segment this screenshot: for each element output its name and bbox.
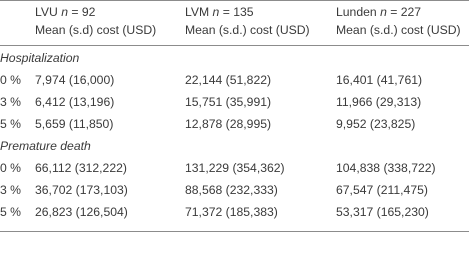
table-bottom-rule	[0, 231, 469, 232]
lvm-cost: 88,568 (232,333)	[185, 183, 278, 197]
header-group: LVM	[185, 5, 210, 19]
header-subtitle: Mean (s.d) cost (USD)	[35, 23, 157, 37]
lvm-cost: 15,751 (35,991)	[185, 95, 272, 109]
discount-rate: 0 %	[0, 73, 22, 87]
lvm-cost: 12,878 (28,995)	[185, 117, 272, 131]
lunden-cost: 16,401 (41,761)	[336, 73, 423, 87]
header-bottom-rule	[0, 45, 469, 46]
header-column-lvm	[185, 3, 310, 39]
lvu-cost: 36,702 (173,103)	[35, 183, 128, 197]
lvu-cost: 66,112 (312,222)	[35, 161, 127, 175]
lunden-cost: 9,952 (23,825)	[336, 117, 416, 131]
header-group-line: LVU n = 92	[35, 5, 96, 19]
header-subtitle: Mean (s.d.) cost (USD)	[336, 23, 461, 37]
header-column-lunden	[336, 3, 461, 39]
header-n-label: n	[61, 5, 68, 19]
table-row	[0, 69, 469, 91]
table-row	[0, 91, 469, 113]
discount-rate: 3 %	[0, 183, 22, 197]
discount-rate: 3 %	[0, 95, 22, 109]
discount-rate: 0 %	[0, 161, 22, 175]
lvu-cost: 6,412 (13,196)	[35, 95, 115, 109]
lunden-cost: 53,317 (165,230)	[336, 205, 429, 219]
header-group-line: Lunden n = 227	[336, 5, 422, 19]
header-group: LVU	[35, 5, 58, 19]
lvu-cost: 26,823 (126,504)	[35, 205, 128, 219]
lvm-cost: 71,372 (185,383)	[185, 205, 278, 219]
lvm-cost: 22,144 (51,822)	[185, 73, 272, 87]
header-n-value: 135	[233, 5, 254, 19]
section-heading-row	[0, 135, 469, 157]
lvu-cost: 7,974 (16,000)	[35, 73, 115, 87]
lvm-cost: 131,229 (354,362)	[185, 161, 285, 175]
table-top-rule	[0, 0, 469, 1]
header-n-value: 92	[81, 5, 96, 19]
header-column-lvu	[35, 3, 156, 39]
header-group: Lunden	[336, 5, 377, 19]
table-row	[0, 157, 469, 179]
lunden-cost: 67,547 (211,475)	[336, 183, 428, 197]
table-row	[0, 201, 469, 223]
lunden-cost: 11,966 (29,313)	[336, 95, 422, 109]
table-row	[0, 113, 469, 135]
header-n-label: n	[212, 5, 220, 19]
header-n-value: 227	[400, 5, 422, 19]
section-title: Premature death	[0, 139, 91, 153]
header-n-label: n	[380, 5, 387, 19]
table-row	[0, 179, 469, 201]
header-group-line: LVM n = 135	[185, 5, 254, 19]
section-title: Hospitalization	[0, 51, 80, 65]
header-subtitle: Mean (s.d.) cost (USD)	[185, 23, 310, 37]
discount-rate: 5 %	[0, 117, 22, 131]
lunden-cost: 104,838 (338,722)	[336, 161, 436, 175]
discount-rate: 5 %	[0, 205, 22, 219]
section-heading-row	[0, 47, 469, 69]
lvu-cost: 5,659 (11,850)	[35, 117, 114, 131]
